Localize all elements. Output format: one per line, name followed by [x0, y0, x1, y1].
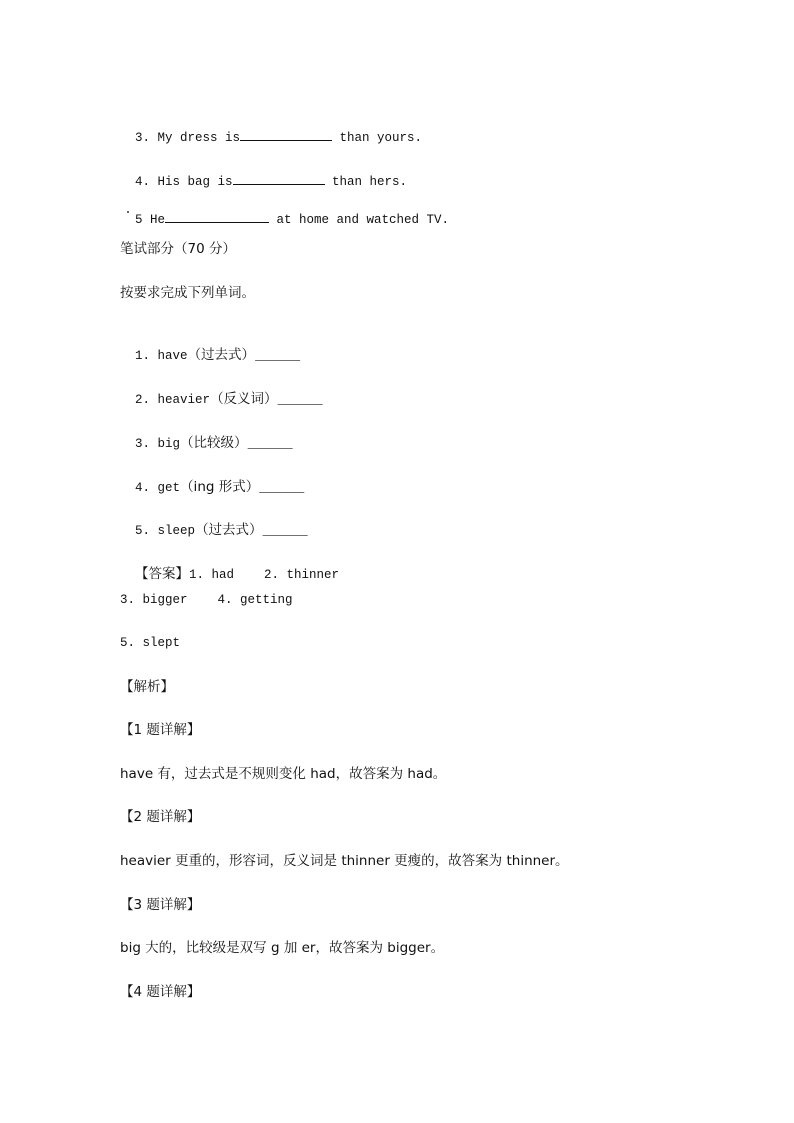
- word-item-number: 5.: [135, 524, 151, 538]
- question-3: [120, 110, 422, 147]
- word-item-hint: （反义词）: [210, 391, 278, 407]
- detail-text: big 大的，比较级是双写 g 加 er，故答案为 bigger。: [120, 940, 445, 956]
- answer-label: 【答案】: [135, 566, 190, 582]
- word-item-blank: ______: [255, 349, 301, 363]
- word-item: [120, 328, 300, 365]
- word-item: [120, 372, 323, 409]
- detail-title: 【4 题详解】: [120, 984, 201, 1000]
- word-item-word: have: [157, 349, 188, 363]
- question-5-suffix: at home and watched TV.: [269, 213, 450, 227]
- detail-title: 【1 题详解】: [120, 722, 201, 738]
- section-instruction: 按要求完成下列单词。: [120, 285, 255, 301]
- detail-text: have 有，过去式是不规则变化 had，故答案为 had。: [120, 766, 447, 782]
- question-5-prefix: 5 He: [135, 213, 166, 227]
- word-item-word: sleep: [157, 524, 196, 538]
- word-item: [120, 503, 308, 540]
- question-4-suffix: than hers.: [324, 175, 408, 189]
- analysis-label: 【解析】: [120, 679, 174, 695]
- answer-blank: [165, 210, 269, 223]
- question-4-prefix: 4. His bag is: [135, 175, 233, 189]
- word-item-number: 2.: [135, 393, 151, 407]
- word-item-word: heavier: [157, 393, 211, 407]
- word-item-blank: ______: [262, 524, 308, 538]
- answer-line: [120, 547, 339, 584]
- word-item-hint: （比较级）: [180, 435, 248, 451]
- detail-title: 【3 题详解】: [120, 897, 201, 913]
- section-title: 笔试部分（70 分）: [120, 241, 236, 257]
- word-item-number: 3.: [135, 437, 151, 451]
- detail-title: 【2 题详解】: [120, 809, 201, 825]
- answer-text: 1. had 2. thinner: [189, 568, 340, 582]
- word-item-hint: （过去式）: [195, 522, 263, 538]
- answer-blank: [240, 128, 332, 141]
- word-item-blank: ______: [247, 437, 293, 451]
- stray-mark: [127, 211, 129, 213]
- word-item-number: 4.: [135, 481, 151, 495]
- answer-line: 3. bigger 4. getting: [120, 593, 293, 607]
- detail-text: heavier 更重的，形容词，反义词是 thinner 更瘦的，故答案为 thinner。: [120, 853, 569, 869]
- answer-line: 5. slept: [120, 636, 181, 650]
- word-item-number: 1.: [135, 349, 151, 363]
- word-item-word: big: [157, 437, 181, 451]
- answer-blank: [233, 172, 325, 185]
- word-item-blank: ______: [277, 393, 323, 407]
- word-item: [120, 460, 304, 497]
- question-3-suffix: than yours.: [332, 131, 423, 145]
- word-item: [120, 416, 293, 453]
- question-4: [120, 154, 407, 191]
- word-item-hint: （ing 形式）: [180, 479, 260, 495]
- question-3-prefix: 3. My dress is: [135, 131, 241, 145]
- word-item-blank: ______: [259, 481, 305, 495]
- word-item-hint: （过去式）: [187, 347, 256, 363]
- question-5: [120, 192, 449, 229]
- word-item-word: get: [157, 481, 181, 495]
